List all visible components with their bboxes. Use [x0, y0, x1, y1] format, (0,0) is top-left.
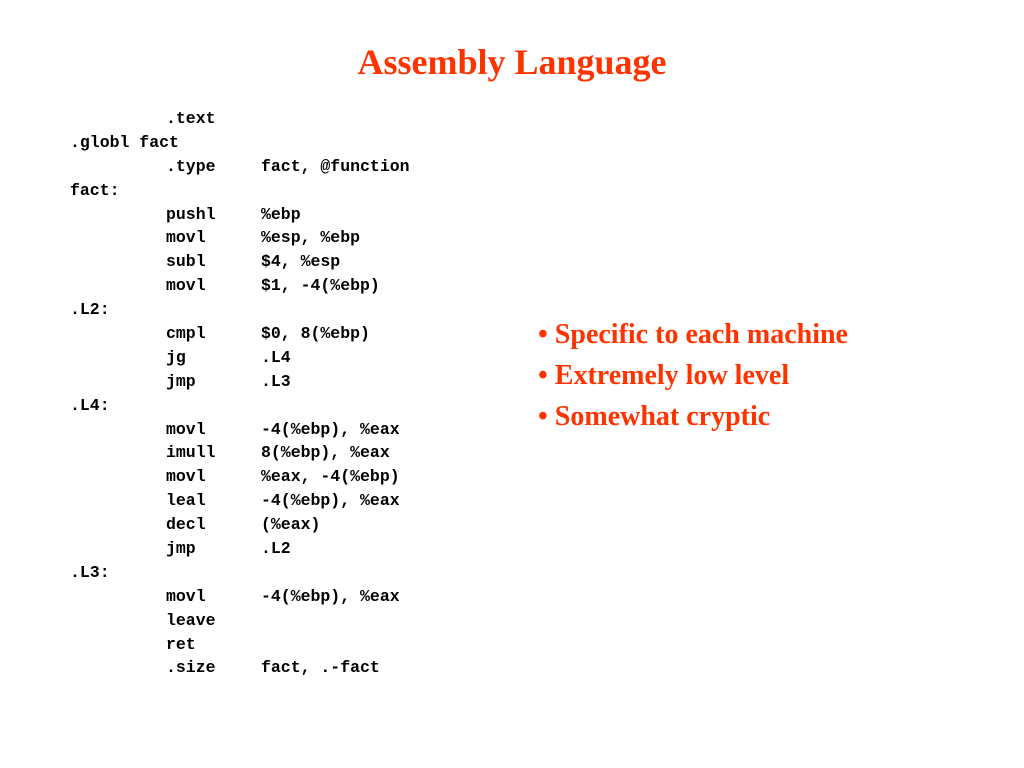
bullet-list	[538, 314, 848, 437]
code-operands: $4, %esp	[261, 252, 341, 272]
code-operands: %eax, -4(%ebp)	[261, 467, 400, 487]
code-label: fact:	[70, 180, 120, 200]
code-label: .L4:	[70, 395, 110, 415]
code-mnemonic: movl	[166, 419, 206, 439]
code-mnemonic: subl	[166, 252, 206, 272]
code-label: .globl fact	[70, 132, 179, 152]
code-operands: -4(%ebp), %eax	[261, 419, 400, 439]
code-mnemonic: jmp	[166, 539, 196, 559]
code-mnemonic: movl	[166, 467, 206, 487]
code-mnemonic: cmpl	[166, 324, 206, 344]
code-mnemonic: leave	[166, 610, 216, 630]
code-mnemonic: leal	[166, 491, 206, 511]
code-mnemonic: jmp	[166, 371, 196, 391]
code-mnemonic: movl	[166, 228, 206, 248]
code-operands: %esp, %ebp	[261, 228, 361, 248]
code-operands: .L4	[261, 347, 291, 367]
code-operands: %ebp	[261, 204, 301, 224]
slide-title: Assembly Language	[357, 42, 667, 82]
bullet-item: • Specific to each machine	[538, 319, 848, 350]
code-mnemonic: imull	[166, 443, 216, 463]
code-operands: fact, .-fact	[261, 658, 380, 678]
code-operands: 8(%ebp), %eax	[261, 443, 390, 463]
code-operands: $1, -4(%ebp)	[261, 276, 380, 296]
code-label: .L3:	[70, 562, 110, 582]
code-operands: .L3	[261, 371, 291, 391]
code-operands: fact, @function	[261, 156, 410, 176]
code-operands: -4(%ebp), %eax	[261, 586, 400, 606]
bullet-item: • Extremely low level	[538, 360, 790, 391]
code-mnemonic: pushl	[166, 204, 216, 224]
code-mnemonic: .text	[166, 109, 216, 128]
code-mnemonic: decl	[166, 515, 206, 535]
code-mnemonic: ret	[166, 634, 196, 654]
code-operands: (%eax)	[261, 515, 321, 535]
code-label: .L2:	[70, 300, 110, 320]
code-mnemonic: .type	[166, 156, 216, 176]
code-operands: $0, 8(%ebp)	[261, 324, 370, 344]
code-operands: -4(%ebp), %eax	[261, 491, 400, 511]
code-mnemonic: jg	[166, 347, 186, 367]
code-mnemonic: movl	[166, 586, 206, 606]
code-operands: .L2	[261, 539, 291, 559]
bullet-item: • Somewhat cryptic	[538, 401, 771, 432]
code-mnemonic: movl	[166, 276, 206, 296]
code-mnemonic: .size	[166, 658, 216, 678]
